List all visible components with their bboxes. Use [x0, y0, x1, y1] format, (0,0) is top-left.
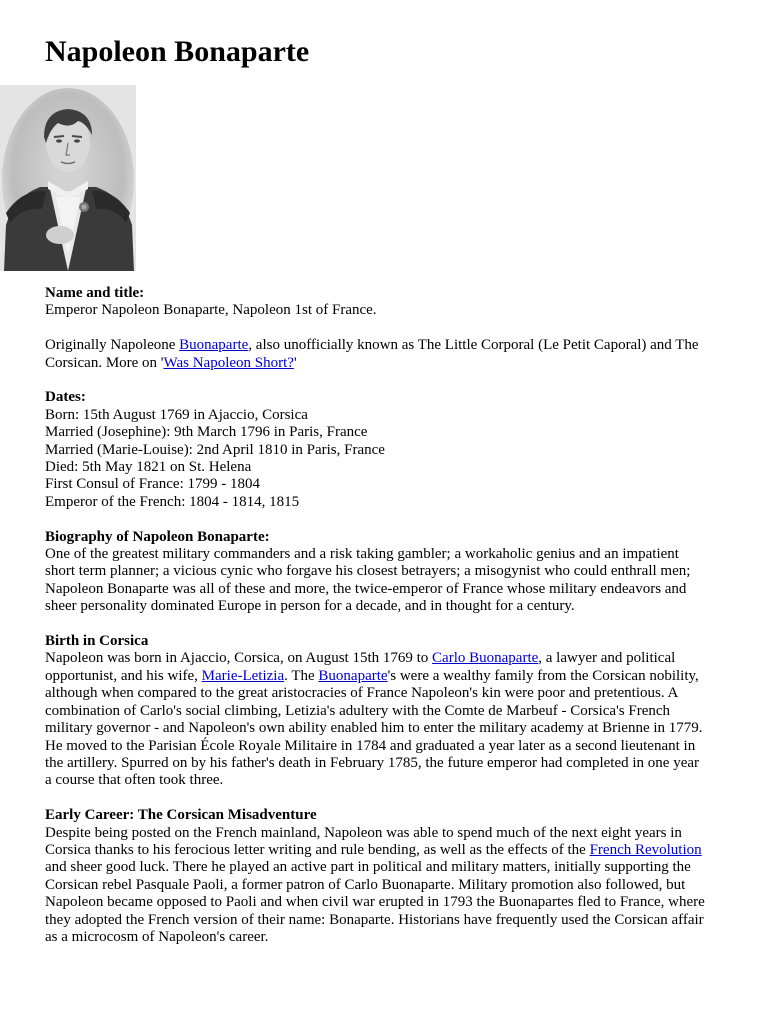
birth-line: the artillery. Spurred on by his father's death in February 1785, the future emperor had completed in one year	[45, 754, 700, 771]
date-married-josephine: Married (Josephine): 9th March 1796 in Paris, France	[45, 424, 368, 441]
birth-line: a course that often took three.	[45, 772, 224, 789]
date-married-marie-louise: Married (Marie-Louise): 2nd April 1810 in Paris, France	[45, 441, 385, 458]
birth-line: He moved to the Parisian École Royale Militaire in 1784 and graduated a year later as a second lieutenant in	[45, 737, 696, 754]
buonaparte-link[interactable]: Buonaparte	[179, 337, 249, 354]
name-paragraph	[45, 337, 735, 372]
biography-heading: Biography of Napoleon Bonaparte:	[45, 528, 270, 545]
early-career-text: Corsica thanks to his ferocious letter writing and rule bending, as well as the effects of the	[45, 841, 590, 858]
birth-line: although when compared to the great aristocracies of France Napoleon's kin were poor and pretentious. A	[45, 685, 679, 702]
date-born: Born: 15th August 1769 in Ajaccio, Corsica	[45, 406, 308, 423]
biography-line: short term planner; a vicious cynic who forgave his closest betrayers; a misogynist who could enthrall men;	[45, 563, 691, 580]
early-career-line: Despite being posted on the French mainland, Napoleon was able to spend much of the next eight years in	[45, 824, 682, 841]
early-career-line: as a microcosm of Napoleon's career.	[45, 928, 269, 945]
name-para-text: , also unofficially known as The Little Corporal (Le Petit Caporal) and The	[248, 337, 699, 354]
birth-line: combination of Carlo's social climbing, Letizia's adultery with the Comte de Marbeuf - Corsica's French	[45, 702, 671, 719]
biography-line: One of the greatest military commanders and a risk taking gambler; a workaholic genius and an impatient	[45, 546, 679, 563]
early-career-section	[45, 807, 735, 946]
date-emperor: Emperor of the French: 1804 - 1814, 1815	[45, 493, 300, 510]
napoleon-portrait-image	[0, 85, 136, 271]
dates-heading: Dates:	[45, 389, 86, 406]
early-career-line: they adopted the French version of their name: Bonaparte. Historians have frequently used the Corsican affair	[45, 911, 704, 928]
early-career-line: and sheer good luck. There he played an active part in political and military matters, initially supporting the	[45, 859, 691, 876]
dates-section	[45, 389, 735, 511]
birth-text: . The	[284, 667, 319, 684]
marie-letizia-link[interactable]: Marie-Letizia	[201, 667, 285, 684]
birth-text: opportunist, and his wife,	[45, 667, 202, 684]
page-title: Napoleon Bonaparte	[45, 35, 310, 68]
name-para-text: Originally Napoleone	[45, 337, 180, 354]
name-line: Emperor Napoleon Bonaparte, Napoleon 1st of France.	[45, 302, 377, 319]
name-section	[45, 285, 735, 320]
carlo-buonaparte-link[interactable]: Carlo Buonaparte	[432, 650, 539, 667]
birth-section	[45, 633, 735, 790]
name-heading: Name and title:	[45, 285, 145, 301]
date-first-consul: First Consul of France: 1799 - 1804	[45, 476, 260, 493]
article-body	[45, 285, 735, 964]
biography-section	[45, 529, 735, 616]
buonaparte-family-link[interactable]: Buonaparte	[318, 667, 388, 684]
date-died: Died: 5th May 1821 on St. Helena	[45, 459, 252, 476]
name-para-text: Corsican. More on '	[45, 354, 164, 371]
french-revolution-link[interactable]: French Revolution	[589, 841, 702, 858]
biography-line: Napoleon Bonaparte was all of these and more, the twice-emperor of France whose military endeavors and	[45, 580, 687, 597]
birth-text: 's were a wealthy family from the Corsican nobility,	[387, 667, 699, 684]
early-career-heading: Early Career: The Corsican Misadventure	[45, 807, 317, 824]
birth-text: Napoleon was born in Ajaccio, Corsica, on August 15th 1769 to	[45, 650, 433, 667]
biography-line: sheer personality dominated Europe in person for a decade, and in thought for a century.	[45, 598, 575, 615]
birth-line: military governor - and Napoleon's own ability enabled him to enter the military academy at Brienne in 1779.	[45, 720, 703, 737]
birth-text: , a lawyer and political	[538, 650, 676, 667]
was-napoleon-short-link[interactable]: Was Napoleon Short?	[163, 354, 294, 371]
early-career-line: Corsican rebel Pasquale Paoli, a former patron of Carlo Buonaparte. Military promotion also followed, but	[45, 876, 686, 893]
early-career-line: Napoleon became opposed to Paoli and when civil war erupted in 1793 the Buonapartes fled to France, where	[45, 894, 705, 911]
birth-heading: Birth in Corsica	[45, 633, 149, 650]
name-para-text: '	[293, 354, 297, 371]
